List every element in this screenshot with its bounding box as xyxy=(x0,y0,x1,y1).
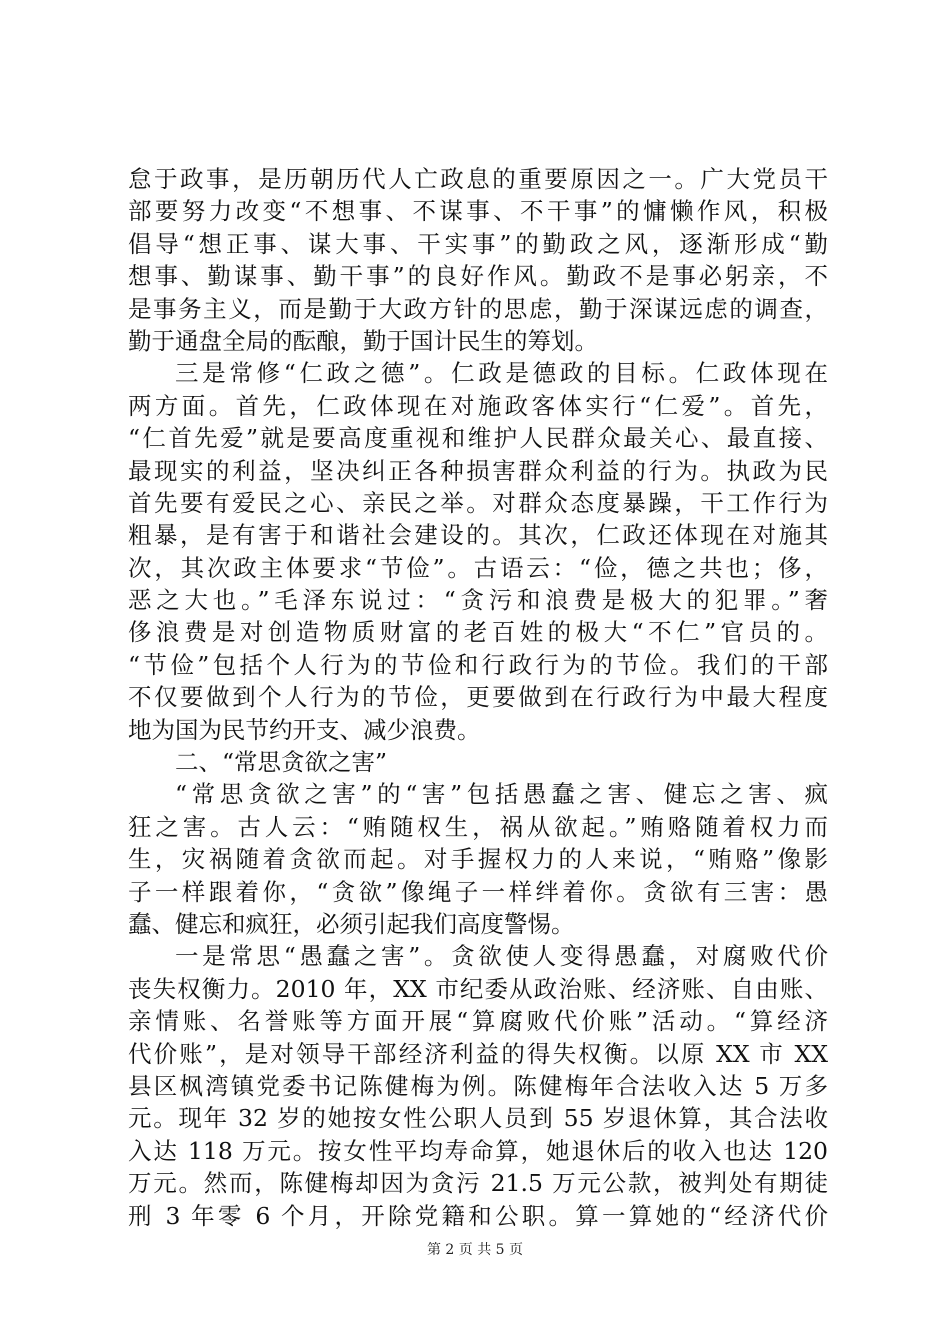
text-line: “仁首先爱”就是要高度重视和维护人民群众最关心、最直接、 xyxy=(128,424,828,453)
text-line: 两方面。首先，仁政体现在对施政客体实行“仁爱”。首先， xyxy=(128,391,828,420)
text-line: 首先要有爱民之心、亲民之举。对群众态度暴躁，干工作行为 xyxy=(128,488,828,517)
text-line: 恶之大也。”毛泽东说过：“贪污和浪费是极大的犯罪。”奢 xyxy=(128,586,828,615)
section-heading: 二、“常思贪欲之害” xyxy=(175,748,388,777)
text-line: 万元。然而，陈健梅却因为贪污 21.5 万元公款，被判处有期徒 xyxy=(128,1169,828,1198)
text-line: 元。现年 32 岁的她按女性公职人员到 55 岁退休算，其合法收 xyxy=(128,1104,828,1133)
text-line: 怠于政事，是历朝历代人亡政息的重要原因之一。广大党员干 xyxy=(128,165,828,193)
text-line: 亲情账、名誉账等方面开展“算腐败代价账”活动。“算经济 xyxy=(128,1007,828,1036)
text-line: 县区枫湾镇党委书记陈健梅为例。陈健梅年合法收入达 5 万多 xyxy=(128,1071,828,1100)
text-line: 不仅要做到个人行为的节俭，更要做到在行政行为中最大程度 xyxy=(128,683,828,712)
text-line: 刑 3 年零 6 个月，开除党籍和公职。算一算她的“经济代价 xyxy=(128,1201,828,1230)
text-line: “常思贪欲之害”的“害”包括愚蠢之害、健忘之害、疯 xyxy=(175,780,828,809)
text-line: 侈浪费是对创造物质财富的老百姓的极大“不仁”官员的。 xyxy=(128,618,828,647)
text-line: 丧失权衡力。2010 年，XX 市纪委从政治账、经济账、自由账、 xyxy=(128,974,828,1003)
text-line: 最现实的利益，坚决纠正各种损害群众利益的行为。执政为民 xyxy=(128,456,828,485)
text-line: 入达 118 万元。按女性平均寿命算，她退休后的收入也达 120 xyxy=(128,1136,828,1165)
text-line: 一是常思“愚蠢之害”。贪欲使人变得愚蠢，对腐败代价 xyxy=(175,942,828,971)
text-line: 勤于通盘全局的酝酿，勤于国计民生的筹划。 xyxy=(128,326,598,355)
text-line: 狂之害。古人云：“贿随权生，祸从欲起。”贿赂随着权力而 xyxy=(128,812,828,841)
text-line: 三是常修“仁政之德”。仁政是德政的目标。仁政体现在 xyxy=(175,359,828,388)
text-line: 想事、勤谋事、勤干事”的良好作风。勤政不是事必躬亲，不 xyxy=(128,262,828,291)
text-line: 次，其次政主体要求“节俭”。古语云：“俭，德之共也；侈， xyxy=(128,553,828,582)
text-line: 蠢、健忘和疯狂，必须引起我们高度警惕。 xyxy=(128,909,575,938)
document-body xyxy=(128,163,828,1232)
text-line: 子一样跟着你，“贪欲”像绳子一样绊着你。贪欲有三害：愚 xyxy=(128,877,828,906)
text-line: 倡导“想正事、谋大事、干实事”的勤政之风，逐渐形成“勤 xyxy=(128,229,828,258)
text-line: 粗暴，是有害于和谐社会建设的。其次，仁政还体现在对施其 xyxy=(128,521,828,550)
text-line: 代价账”，是对领导干部经济利益的得失权衡。以原 XX 市 XX xyxy=(128,1039,828,1068)
text-line: 是事务主义，而是勤于大政方针的思虑，勤于深谋远虑的调查， xyxy=(128,294,828,323)
text-line: “节俭”包括个人行为的节俭和行政行为的节俭。我们的干部 xyxy=(128,650,828,679)
text-line: 生，灾祸随着贪欲而起。对手握权力的人来说，“贿赂”像影 xyxy=(128,845,828,874)
text-line: 地为国为民节约开支、减少浪费。 xyxy=(128,715,481,744)
text-line: 部要努力改变“不想事、不谋事、不干事”的慵懒作风，积极 xyxy=(128,197,828,226)
page-number-footer: 第 2 页 共 5 页 xyxy=(426,1242,524,1258)
